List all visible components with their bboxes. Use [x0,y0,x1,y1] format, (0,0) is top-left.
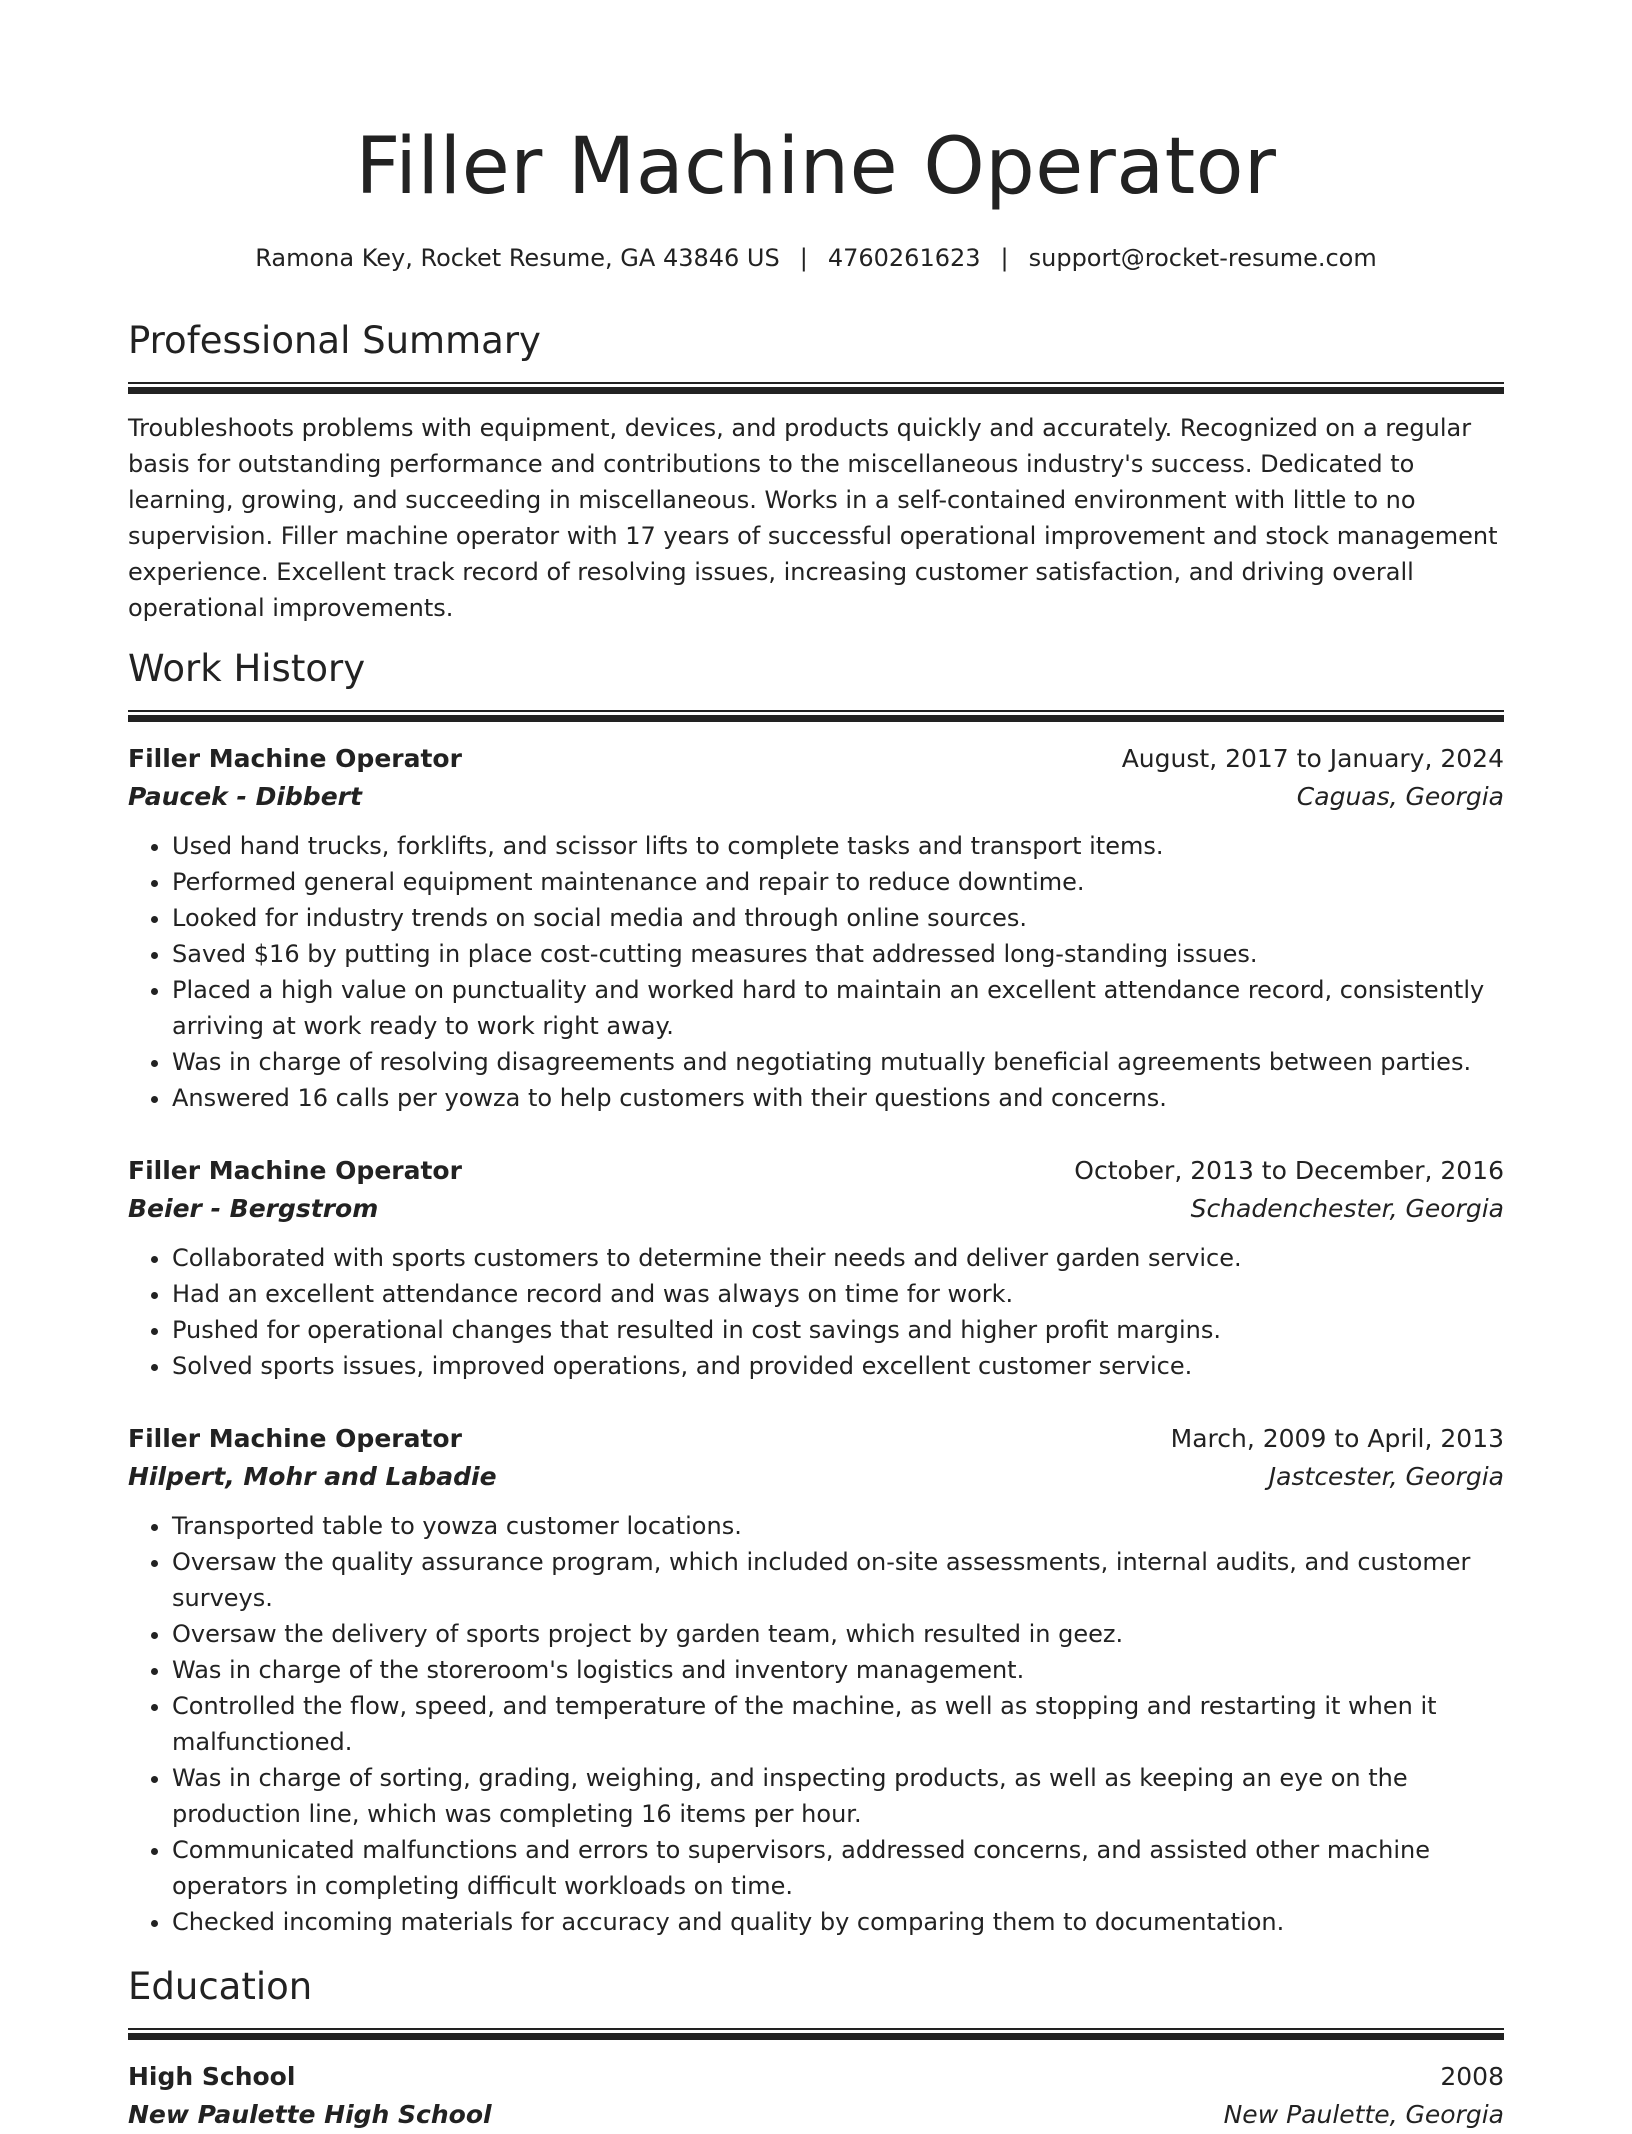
job-bullet: • Used hand trucks, forklifts, and scissor lifts to complete tasks and transport items. [172,828,1504,864]
job-bullet: • Solved sports issues, improved operations, and provided excellent customer service. [172,1348,1504,1384]
job-location: Schadenchester, Georgia [1190,1194,1504,1223]
job-bullet-list [128,1240,1504,1384]
job-bullet: • Placed a high value on punctuality and worked hard to maintain an excellent attendance record, consistently arriving at work ready to work right away. [172,972,1504,1044]
education-school: New Paulette High School [128,2100,492,2129]
job-bullet-list [128,1508,1504,1940]
section-heading-summary: Professional Summary [128,319,541,362]
job-bullet: • Collaborated with sports customers to determine their needs and deliver garden service. [172,1240,1504,1276]
job-bullet: • Saved $16 by putting in place cost-cutting measures that addressed long-standing issues. [172,936,1504,972]
job-entry [128,740,1504,1116]
job-dates: August, 2017 to January, 2024 [1121,744,1504,773]
section-divider [128,2028,1504,2040]
education-year: 2008 [1440,2062,1504,2091]
contact-email: support@rocket-resume.com [1028,244,1377,272]
job-title: Filler Machine Operator [128,1156,462,1185]
job-title: Filler Machine Operator [128,1424,462,1453]
job-bullet: • Checked incoming materials for accuracy and quality by comparing them to documentation. [172,1904,1504,1940]
section-divider [128,710,1504,722]
job-bullet: • Was in charge of resolving disagreements and negotiating mutually beneficial agreements between parties. [172,1044,1504,1080]
job-bullet: • Answered 16 calls per yowza to help customers with their questions and concerns. [172,1080,1504,1116]
job-header-row [128,1152,1504,1190]
job-company-row [128,1190,1504,1228]
section-heading-education: Education [128,1965,313,2008]
job-bullet-list [128,828,1504,1116]
education-school-row [128,2096,1504,2134]
job-dates: October, 2013 to December, 2016 [1074,1156,1504,1185]
education-entry [128,2058,1504,2134]
job-company-row [128,1458,1504,1496]
job-bullet: • Looked for industry trends on social media and through online sources. [172,900,1504,936]
job-bullet: • Had an excellent attendance record and was always on time for work. [172,1276,1504,1312]
summary-text: Troubleshoots problems with equipment, devices, and products quickly and accurately. Recognized on a regular basis for outstanding performance and contributions to the miscellaneous industry's success. Dedicated to learning, growing, and succeeding in miscellaneous. Works in a self-contained environment with little to no supervision. Filler machine operator with 17 years of successful operational improvement and stock management experience. Excellent track record of resolving issues, increasing customer satisfaction, and driving overall operational improvements. [128,414,1498,622]
section-divider [128,382,1504,394]
job-entry [128,1420,1504,1940]
job-entry [128,1152,1504,1384]
education-degree: High School [128,2062,296,2091]
contact-line [128,242,1504,274]
contact-separator: | [799,244,808,272]
job-bullet: • Pushed for operational changes that resulted in cost savings and higher profit margins. [172,1312,1504,1348]
job-company-row [128,778,1504,816]
education-header-row [128,2058,1504,2096]
job-header-row [128,740,1504,778]
summary-section [128,318,1504,626]
job-company: Hilpert, Mohr and Labadie [128,1462,497,1491]
education-section [128,1964,1504,2134]
job-company: Paucek - Dibbert [128,782,362,811]
job-bullet: • Transported table to yowza customer locations. [172,1508,1504,1544]
job-location: Jastcester, Georgia [1268,1462,1504,1491]
education-location: New Paulette, Georgia [1223,2100,1504,2129]
job-bullet: • Performed general equipment maintenance and repair to reduce downtime. [172,864,1504,900]
job-bullet: • Controlled the flow, speed, and temperature of the machine, as well as stopping and restarting it when it malfunctioned. [172,1688,1504,1760]
job-bullet: • Was in charge of the storeroom's logistics and inventory management. [172,1652,1504,1688]
work-history-section [128,646,1504,1940]
job-company: Beier - Bergstrom [128,1194,379,1223]
job-title: Filler Machine Operator [128,744,462,773]
contact-address: Ramona Key, Rocket Resume, GA 43846 US [255,244,780,272]
resume-title: Filler Machine Operator [355,122,1277,212]
job-dates: March, 2009 to April, 2013 [1170,1424,1504,1453]
contact-separator: | [1000,244,1009,272]
job-bullet: • Oversaw the delivery of sports project by garden team, which resulted in geez. [172,1616,1504,1652]
job-bullet: • Communicated malfunctions and errors to supervisors, addressed concerns, and assisted other machine operators in completing difficult workloads on time. [172,1832,1504,1904]
job-bullet: • Was in charge of sorting, grading, weighing, and inspecting products, as well as keeping an eye on the production line, which was completing 16 items per hour. [172,1760,1504,1832]
job-header-row [128,1420,1504,1458]
contact-phone: 4760261623 [827,244,981,272]
section-heading-work-history: Work History [128,647,366,690]
job-bullet: • Oversaw the quality assurance program, which included on-site assessments, internal audits, and customer surveys. [172,1544,1504,1616]
job-location: Caguas, Georgia [1296,782,1504,811]
